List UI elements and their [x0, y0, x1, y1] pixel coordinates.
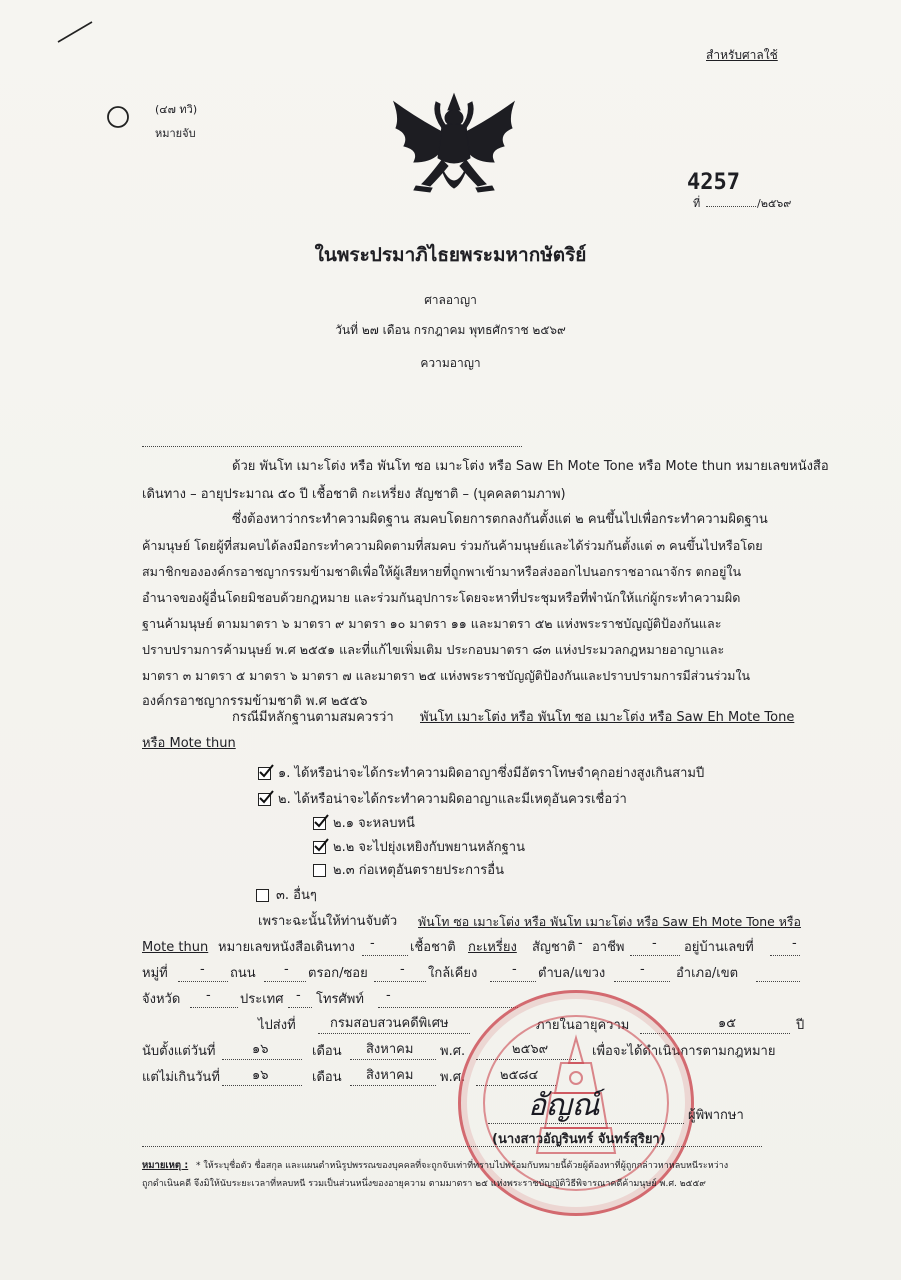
tambon-value: -: [640, 962, 645, 977]
para2-line1: ซึ่งต้องหาว่ากระทำความผิดฐาน สมคบโดยการตกลงกันตั้งแต่ ๒ คนขึ้นไปเพื่อกระทำความผิดฐาน: [232, 512, 768, 527]
para2-line3: สมาชิกขององค์กรอาชญากรรมข้ามชาติเพื่อให้ผู้เสียหายที่ถูกพาเข้ามาหรือส่งออกไปนอกราชอาณาจักร ตกอยู่ใน: [142, 564, 742, 579]
near-value: -: [512, 962, 517, 977]
judge-name: (นางสาวอัญรินทร์ จันทร์สุริยา): [492, 1132, 666, 1147]
pen-stroke-mark: [55, 18, 95, 46]
province-value: -: [206, 988, 211, 1003]
moo-value: -: [200, 962, 205, 977]
check-2-3-label: ๒.๓ ก่อเหตุอันตรายประการอื่น: [333, 863, 504, 878]
separator-dotted-line: [142, 446, 522, 447]
from-year-value: ๒๕๖๙: [512, 1042, 549, 1057]
near-field-label: ใกล้เคียง: [428, 966, 478, 981]
nationality-field-label: สัญชาติ: [532, 940, 576, 955]
country-value: -: [296, 988, 301, 1003]
until-be-label: พ.ศ.: [440, 1070, 466, 1085]
para2-line7: มาตรา ๓ มาตรา ๕ มาตรา ๖ มาตรา ๗ และมาตรา ๒๕ แห่งพระราชบัญญัติป้องกันและปราบปรามการมีส่วนร่วมใน: [142, 668, 750, 683]
order-name-line2: Mote thun: [142, 940, 209, 955]
tambon-field-label: ตำบล/แขวง: [538, 966, 606, 981]
hole-punch-circle-icon: [105, 104, 131, 130]
until-year-value: ๒๕๘๔: [500, 1068, 539, 1083]
para2-line6: ปราบปรามการค้ามนุษย์ พ.ศ ๒๕๕๑ และที่แก้ไขเพิ่มเติม ประกอบมาตรา ๘๓ แห่งประมวลกฎหมายอาญาและ: [142, 642, 725, 657]
from-month-label: เดือน: [312, 1044, 342, 1059]
date-line: วันที่ ๒๗ เดือน กรกฎาคม พุทธศักราช ๒๕๖๙: [335, 323, 566, 337]
passport-value: -: [370, 936, 375, 951]
from-field-label: นับตั้งแต่วันที่: [142, 1044, 216, 1059]
check-2-3-checkbox[interactable]: [313, 864, 326, 877]
province-field-label: จังหวัด: [142, 992, 181, 1007]
court-name: ศาลอาญา: [424, 293, 477, 307]
judge-label: ผู้พิพากษา: [688, 1108, 744, 1123]
note-line-2: ถูกดำเนินคดี จึงมิให้นับระยะเวลาที่หลบหนี รวมเป็นส่วนหนึ่งของอายุความ ตามมาตรา ๒๕ แห่งพระราชบัญญัติวิธีพิจารณาคดีค้ามนุษย์ พ.ศ. ๒๕๕๙: [142, 1179, 706, 1189]
order-name: พันโท ซอ เมาะโต่ง หรือ พันโท เมาะโต่ง หรือ Saw Eh Mote Tone หรือ: [418, 914, 801, 929]
evidence-prefix: กรณีมีหลักฐานตามสมควรว่า: [232, 710, 394, 725]
form-name: หมายจับ: [155, 127, 196, 140]
order-prefix: เพราะฉะนั้นให้ท่านจับตัว: [258, 914, 398, 929]
court-use-label: สำหรับศาลใช้: [706, 48, 778, 62]
until-month-label: เดือน: [312, 1070, 342, 1085]
para2-line5: ฐานค้ามนุษย์ ตามมาตรา ๖ มาตรา ๙ มาตรา ๑๐ มาตรา ๑๑ และมาตรา ๕๒ แห่งพระราชบัญญัติป้องกันและ: [142, 616, 722, 631]
purpose-text: เพื่อจะได้ดำเนินการตามกฎหมาย: [592, 1044, 776, 1059]
para1-line1: ด้วย พันโท เมาะโต่ง หรือ พันโท ซอ เมาะโต่ง หรือ Saw Eh Mote Tone หรือ Mote thun หมายเลขหนังสือ: [232, 459, 829, 474]
evidence-name-2: หรือ Mote thun: [142, 736, 236, 751]
para2-line4: อำนาจของผู้อื่นโดยมิชอบด้วยกฎหมาย และร่วมกันอุปการะโดยจะหาที่ประชุมหรือที่พำนักให้แก่ผู้กระทำความผิด: [142, 590, 741, 605]
judge-signature: อัญณ์: [528, 1088, 600, 1123]
within-field-label: ภายในอายุความ: [536, 1018, 630, 1033]
evidence-name-1: พันโท เมาะโต่ง หรือ พันโท ซอ เมาะโต่ง หรือ Saw Eh Mote Tone: [420, 710, 795, 725]
check-2-2-checkbox[interactable]: [313, 841, 326, 854]
check-2-2-label: ๒.๒ จะไปยุ่งเหยิงกับพยานหลักฐาน: [333, 840, 525, 855]
check-3-checkbox[interactable]: [256, 889, 269, 902]
soi-value: -: [400, 962, 405, 977]
number-year: /๒๕๖๙: [757, 197, 792, 210]
case-type: ความอาญา: [420, 356, 481, 370]
until-day-value: ๑๖: [252, 1068, 269, 1083]
within-value: ๑๕: [718, 1016, 737, 1031]
road-value: -: [284, 962, 289, 977]
occupation-value: -: [652, 936, 657, 951]
note-line-1: * ให้ระบุชื่อตัว ชื่อสกุล และแผนตำหนิรูปพรรณของบุคคลที่จะถูกจับเท่าที่ทราบไปพร้อมกับหมายนี้ด้วยผู้ต้องหาที่ผู้ถูกกล่าวหาหลบหนีระหว่าง: [196, 1161, 729, 1171]
check-2-checkbox[interactable]: [258, 793, 271, 806]
from-be-label: พ.ศ.: [440, 1044, 466, 1059]
moo-field-label: หมู่ที่: [142, 966, 168, 981]
nationality-value: -: [578, 936, 583, 951]
check-2-1-checkbox[interactable]: [313, 817, 326, 830]
page-title: ในพระปรมาภิไธยพระมหากษัตริย์: [314, 244, 587, 266]
para1-line2: เดินทาง – อายุประมาณ ๕๐ ปี เชื้อชาติ กะเหรี่ยง สัญชาติ – (บุคคลตามภาพ): [142, 487, 566, 502]
soi-field-label: ตรอก/ซอย: [308, 966, 368, 981]
check-1-label: ๑. ได้หรือน่าจะได้กระทำความผิดอาญาซึ่งมีอัตราโทษจำคุกอย่างสูงเกินสามปี: [278, 766, 705, 781]
years-label: ปี: [796, 1018, 805, 1033]
house-value: -: [792, 936, 797, 951]
number-dotted-line: [706, 206, 756, 207]
garuda-emblem-icon: [386, 88, 522, 212]
house-field-label: อยู่บ้านเลขที่: [684, 940, 754, 955]
race-value: กะเหรี่ยง: [468, 940, 517, 955]
check-2-label: ๒. ได้หรือน่าจะได้กระทำความผิดอาญาและมีเหตุอันควรเชื่อว่า: [278, 792, 627, 807]
para2-line2: ค้ามนุษย์ โดยผู้ที่สมคบได้ลงมือกระทำความผิดตามที่สมคบ ร่วมกันค้ามนุษย์และได้ร่วมกันตั้งแต่ ๓ คนขึ้นไปหรือโดย: [142, 538, 763, 553]
passport-field-label: หมายเลขหนังสือเดินทาง: [218, 940, 355, 955]
check-2-1-label: ๒.๑ จะหลบหนี: [333, 816, 415, 831]
from-month-value: สิงหาคม: [366, 1042, 414, 1057]
send-value: กรมสอบสวนคดีพิเศษ: [330, 1016, 449, 1031]
until-month-value: สิงหาคม: [366, 1068, 414, 1083]
occupation-field-label: อาชีพ: [592, 940, 625, 955]
note-label: หมายเหตุ :: [142, 1160, 189, 1171]
form-code: (๔๗ ทวิ): [155, 103, 198, 116]
amphoe-field-label: อำเภอ/เขต: [676, 966, 739, 981]
send-field-label: ไปส่งที่: [258, 1018, 296, 1033]
check-1-checkbox[interactable]: [258, 767, 271, 780]
phone-field-label: โทรศัพท์: [316, 992, 364, 1007]
until-field-label: แต่ไม่เกินวันที่: [142, 1070, 220, 1085]
country-field-label: ประเทศ: [240, 992, 284, 1007]
from-day-value: ๑๖: [252, 1042, 269, 1057]
document-number: 4257: [687, 170, 740, 195]
check-3-label: ๓. อื่นๆ: [276, 888, 317, 903]
race-field-label: เชื้อชาติ: [410, 940, 456, 955]
number-prefix: ที่: [693, 197, 701, 210]
phone-value: -: [386, 988, 391, 1003]
road-field-label: ถนน: [230, 966, 256, 981]
para2-line8: องค์กรอาชญากรรมข้ามชาติ พ.ศ ๒๕๕๖: [142, 694, 368, 709]
